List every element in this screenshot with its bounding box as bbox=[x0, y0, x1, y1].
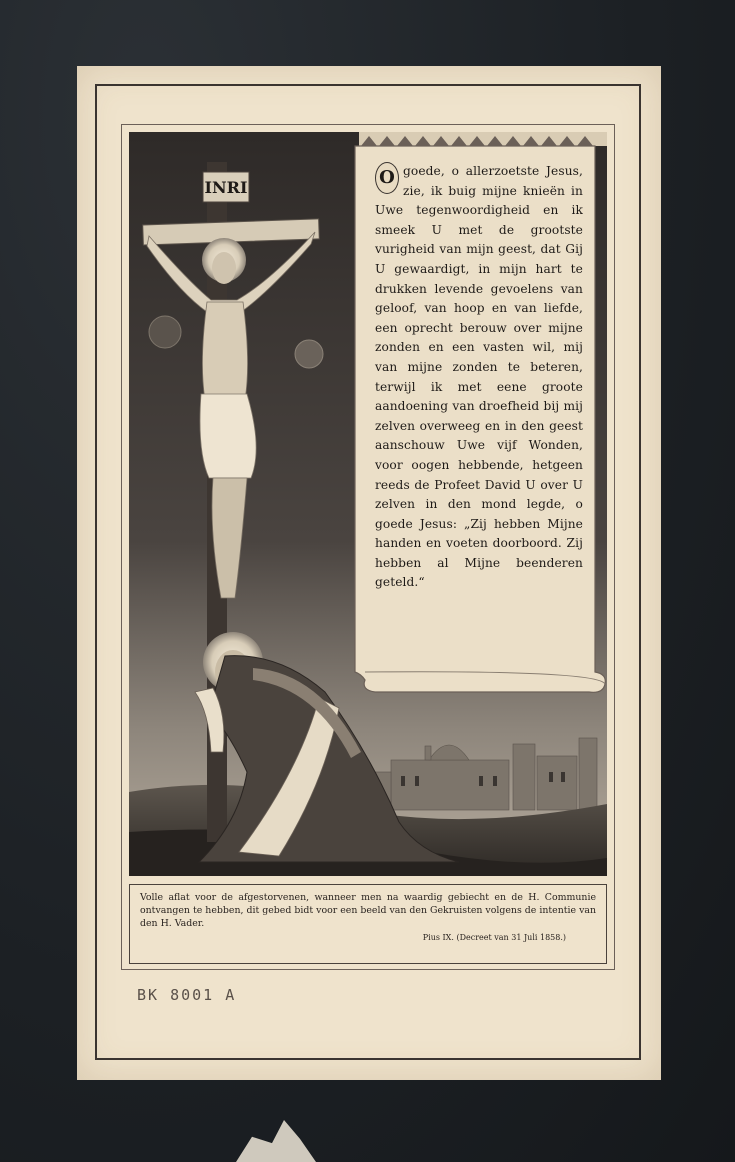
prayer-body: goede, o allerzoetste Jesus, zie, ik buig mijne knieën in Uwe tegenwoordigheid en ik smeek U met de grootste vurigheid van mijn geest, dat Gij U gewaardigt, in mijn hart te drukken levende gevoelens van geloof, van hoop en van liefde, een oprecht berouw over mijne zonden en een vasten wil, mij van mijne zonden te beteren, terwijl ik met eene groote aandoening van droefheid bij mij zelven overweeg en in den geest aanschouw Uwe vijf Wonden, voor oogen hebbende, hetgeen reeds de Profeet David U over U zelven in den mond legde, o goede Jesus: „Zij hebben Mijne handen en voeten doorboord. Zij hebben al Mijne beenderen geteld.“ bbox=[375, 164, 583, 590]
prayer-text bbox=[363, 146, 595, 666]
prayer-card bbox=[77, 66, 661, 1080]
drop-cap-letter: O bbox=[375, 162, 399, 194]
indulgence-note bbox=[129, 884, 607, 964]
indulgence-text: Volle aflat voor de afgestorvenen, wanneer men na waardig gebiecht en de H. Communie ontvangen te hebben, dit gebed bidt voor een beeld van den Gekruisten volgens de intentie van den H. Vader. bbox=[140, 892, 596, 930]
inri-plaque: INRI bbox=[204, 178, 248, 197]
indulgence-source: Pius IX. (Decreet van 31 Juli 1858.) bbox=[422, 932, 566, 942]
print-code: BK 8001 A bbox=[137, 986, 237, 1004]
